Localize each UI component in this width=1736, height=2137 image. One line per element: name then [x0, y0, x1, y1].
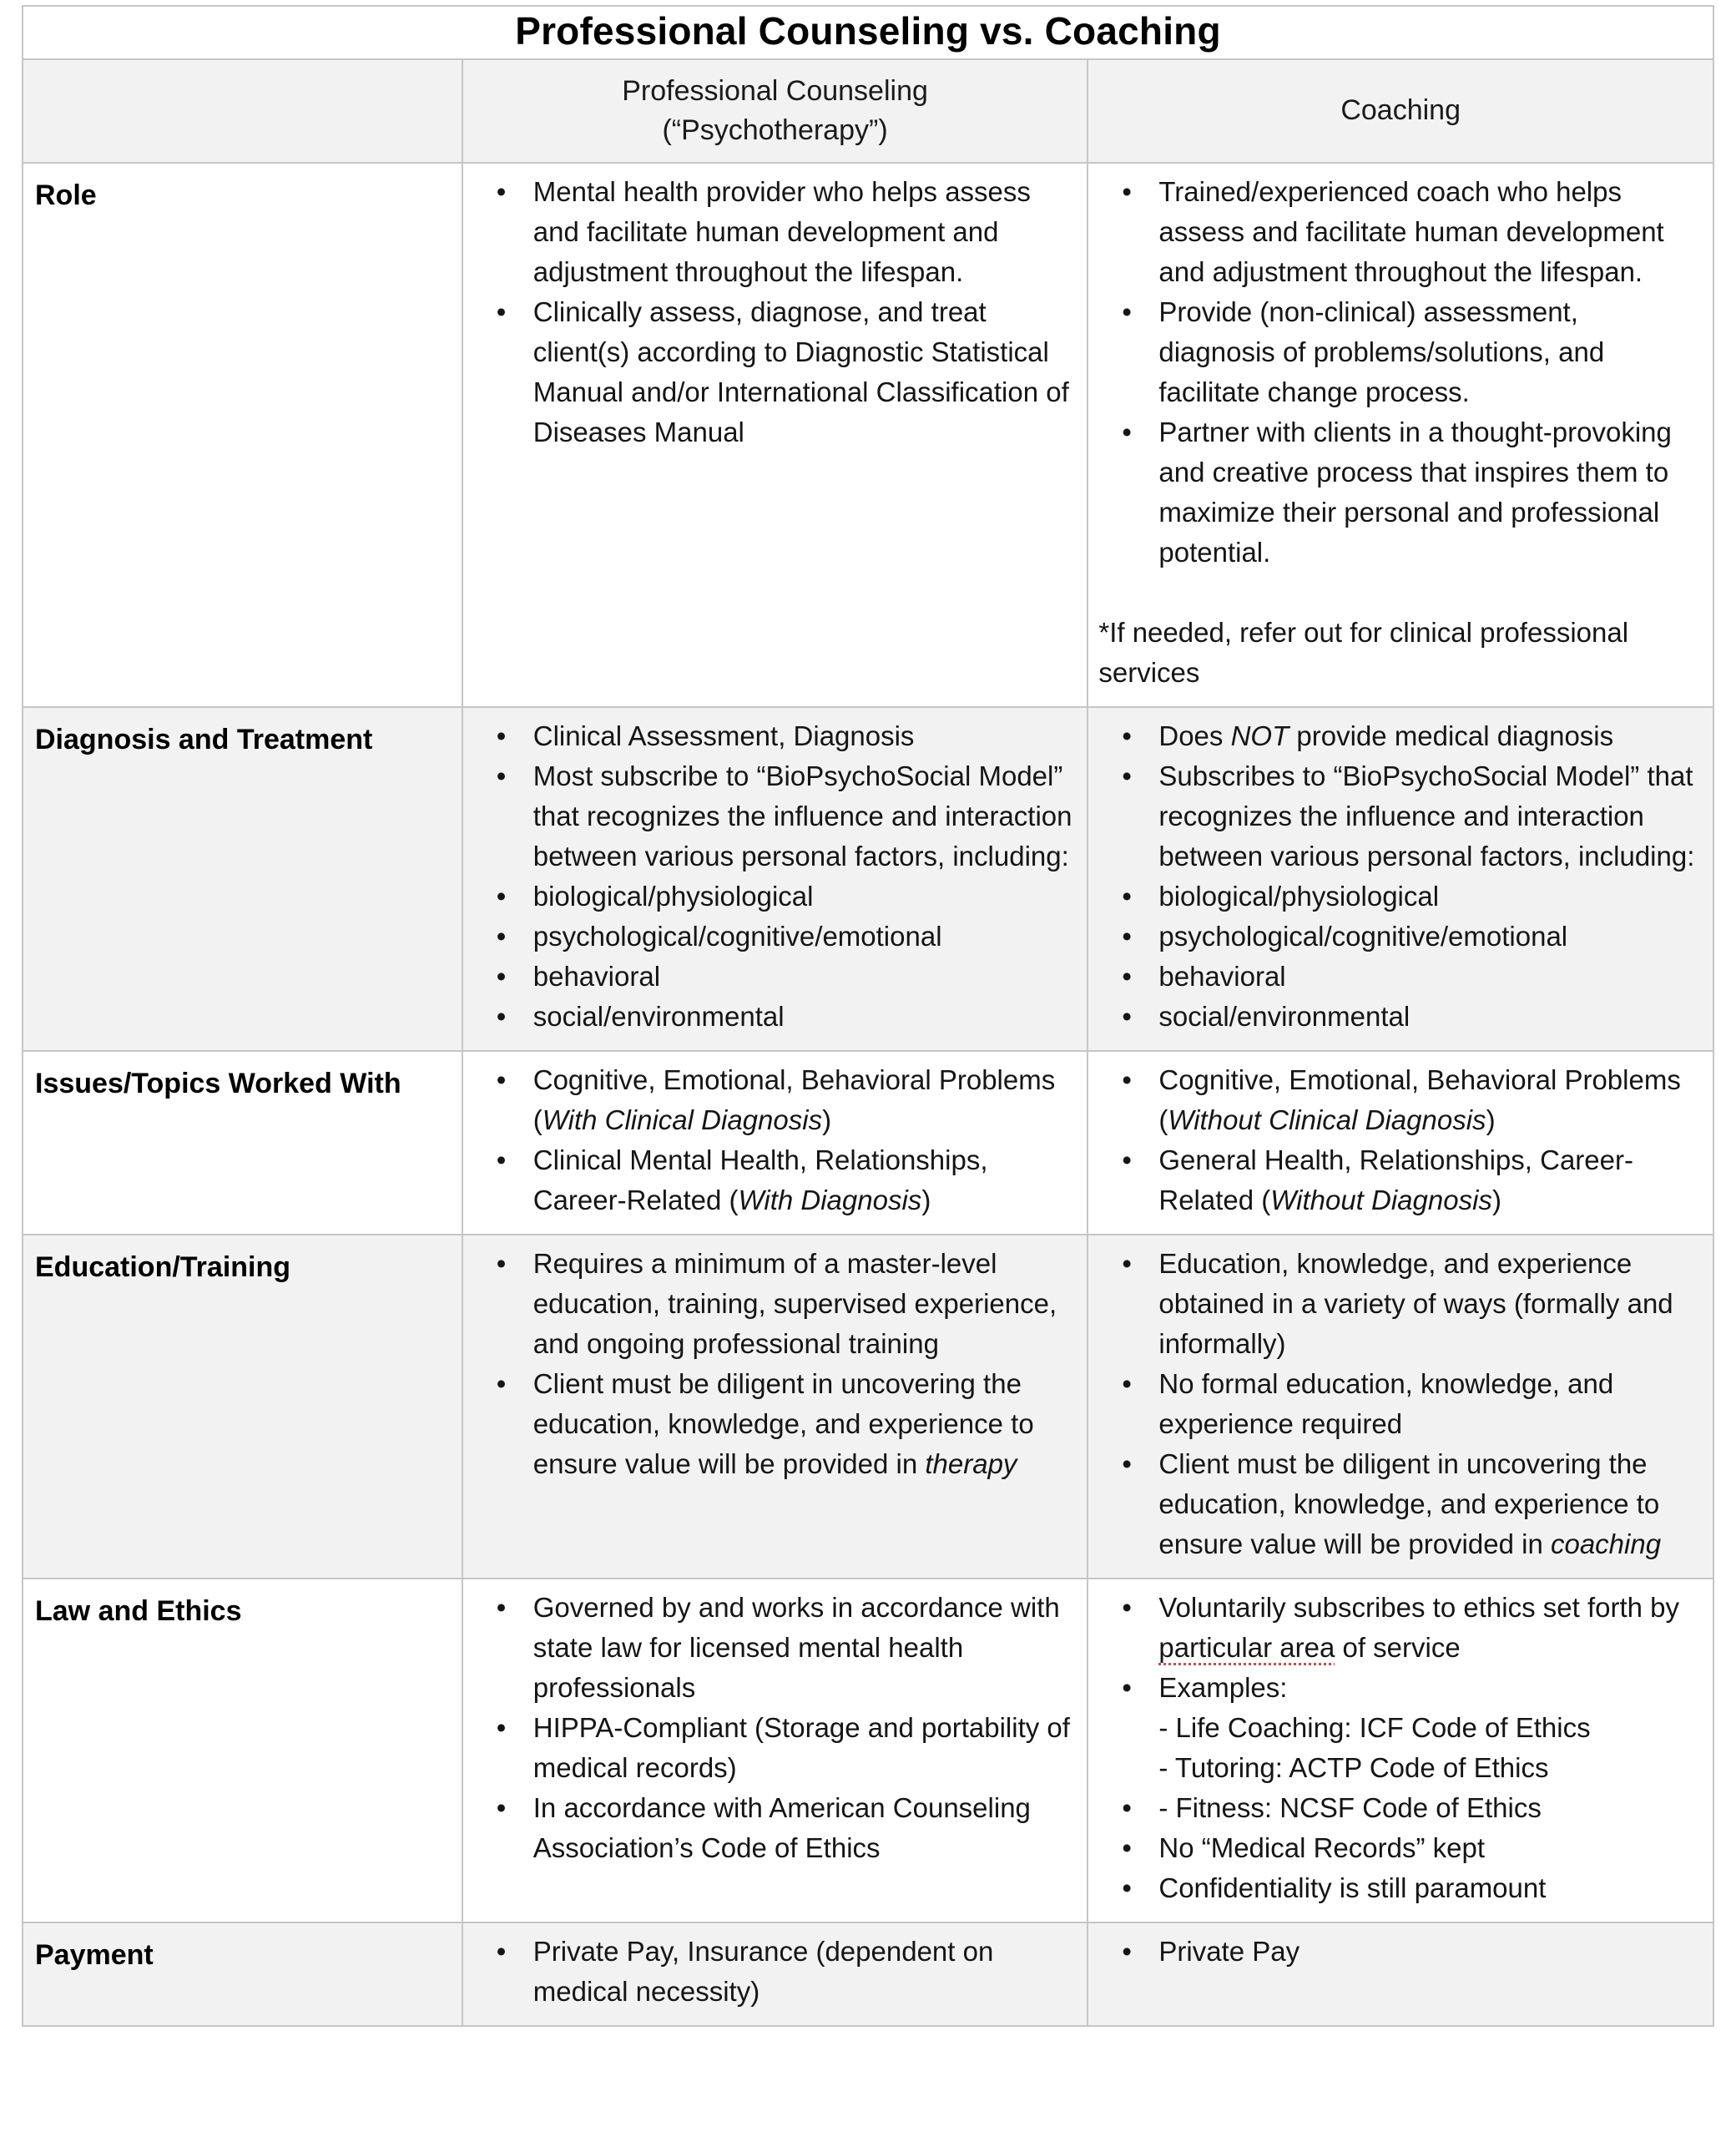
bullet-item [472, 997, 1074, 1037]
bullet-item [472, 1708, 1074, 1788]
table-row [23, 1922, 1713, 2026]
title-cell [23, 6, 1713, 59]
item-text [533, 176, 1031, 287]
bullet-marker-icon: • [496, 960, 507, 992]
bullet-marker-icon: • [496, 1144, 507, 1175]
plain-text: biological/physiological [1158, 880, 1440, 912]
item-text [533, 1368, 1034, 1479]
item-text [1158, 961, 1285, 992]
item-text [1158, 1368, 1613, 1439]
bullet-marker-icon: • [496, 760, 507, 791]
plain-text: social/environmental [1158, 1000, 1410, 1032]
plain-text: Clinical Assessment, Diagnosis [532, 720, 915, 751]
bullet-marker-icon: • [496, 880, 507, 912]
bullet-item [1097, 1788, 1699, 1828]
cell-coaching [1088, 163, 1713, 707]
cell-coaching [1088, 1235, 1713, 1579]
table-row [23, 1579, 1713, 1922]
item-text [1158, 417, 1672, 568]
bullet-marker-icon: • [1122, 760, 1132, 791]
bullet-marker-icon: • [496, 1935, 507, 1967]
bullet-item [472, 1060, 1074, 1140]
bullet-marker-icon: • [496, 1791, 507, 1823]
italic-text: coaching [1550, 1528, 1662, 1559]
cell-counseling [462, 707, 1088, 1051]
bullet-item [472, 1588, 1074, 1708]
bullet-marker-icon: • [1122, 1063, 1132, 1095]
plain-text: Voluntarily subscribes to ethics set forth by [1158, 1591, 1679, 1623]
plain-text: - Life Coaching: ICF Code of Ethics [1158, 1711, 1591, 1743]
bullet-item [472, 292, 1074, 452]
table-row [23, 163, 1713, 707]
row-label: Payment [23, 1922, 462, 2026]
bullet-marker-icon: • [496, 1247, 507, 1279]
bullet-item [472, 1932, 1074, 2012]
item-text [1158, 1064, 1680, 1135]
item-text [533, 1144, 988, 1215]
squiggle-underlined-text: particular area [1158, 1631, 1335, 1663]
plain-text: Confidentiality is still paramount [1158, 1872, 1547, 1903]
bullet-marker-icon: • [496, 296, 507, 327]
item-text [533, 921, 942, 952]
bullet-marker-icon: • [1122, 296, 1132, 327]
bullet-marker-icon: • [496, 1000, 507, 1032]
bullet-item [472, 917, 1074, 957]
bullet-item [1097, 917, 1699, 957]
bullet-marker-icon: • [496, 1711, 507, 1743]
plain-text: Education, knowledge, and experience obtained in a variety of ways (formally and informally) [1158, 1247, 1673, 1359]
bullet-item [1097, 1444, 1699, 1564]
item-text [1158, 176, 1663, 287]
bullet-marker-icon: • [1122, 960, 1132, 992]
header-coaching: Coaching [1088, 59, 1713, 163]
bullet-item [1097, 997, 1699, 1037]
italic-text: With Clinical Diagnosis [542, 1104, 823, 1135]
plain-text: Most subscribe to “BioPsychoSocial Model” that recognizes the influence and interaction between various personal factors, including: [532, 760, 1072, 871]
plain-text: psychological/cognitive/emotional [1158, 920, 1568, 952]
plain-text: General Health, Relationships, Career-Related ( [1158, 1144, 1633, 1215]
plain-text: Clinically assess, diagnose, and treat client(s) according to Diagnostic Statistical Manual and/or International Classification of Diseases Manual [532, 296, 1069, 447]
bullet-item [1097, 957, 1699, 997]
item-text [1158, 1448, 1661, 1559]
bullet-item [1097, 292, 1699, 412]
plain-text: - Fitness: NCSF Code of Ethics [1158, 1791, 1542, 1823]
item-text [533, 1248, 1057, 1359]
bullet-marker-icon: • [1122, 175, 1132, 207]
cell-counseling [462, 1922, 1088, 2026]
sub-item [1097, 1748, 1699, 1788]
plain-text: ) [1491, 1184, 1501, 1215]
plain-text: Mental health provider who helps assess and facilitate human development and adjustment throughout the lifespan. [532, 175, 1031, 287]
plain-text: ) [921, 1184, 931, 1215]
item-text [533, 1792, 1031, 1863]
plain-text: Partner with clients in a thought-provoking and creative process that inspires them to maximize their personal and professional potential. [1158, 416, 1672, 568]
item-text [1158, 1592, 1679, 1663]
cell-counseling [462, 1579, 1088, 1922]
plain-text: social/environmental [532, 1000, 785, 1032]
plain-text: ) [1486, 1104, 1496, 1135]
plain-text: Requires a minimum of a master-level education, training, supervised experience, and ongoing professional training [532, 1247, 1057, 1359]
bullet-item [1097, 1828, 1699, 1868]
item-text [1158, 1872, 1546, 1903]
bullet-item [472, 1244, 1074, 1364]
item-text [1158, 720, 1613, 751]
bullet-item [1097, 412, 1699, 573]
bullet-marker-icon: • [1122, 1447, 1132, 1479]
bullet-marker-icon: • [1122, 1831, 1132, 1863]
item-text [533, 881, 814, 912]
plain-text: ) [822, 1104, 832, 1135]
plain-text: In accordance with American Counseling Association’s Code of Ethics [532, 1791, 1031, 1863]
bullet-item [472, 756, 1074, 877]
item-text [1098, 617, 1628, 688]
plain-text: provide medical diagnosis [1289, 720, 1614, 751]
row-label: Role [23, 163, 462, 707]
item-text [533, 1064, 1055, 1135]
plain-text: Private Pay, Insurance (dependent on medical necessity) [532, 1935, 994, 2007]
bullet-item [1097, 1364, 1699, 1444]
item-text [533, 296, 1069, 447]
item-text [1158, 881, 1439, 912]
item-text [1158, 1752, 1548, 1783]
plain-text: Client must be diligent in uncovering the education, knowledge, and experience to ensure value will be provided in [532, 1367, 1034, 1479]
item-text [1158, 1936, 1299, 1967]
plain-text: of service [1335, 1631, 1461, 1663]
item-text [1158, 1672, 1287, 1703]
item-text [533, 1712, 1070, 1783]
plain-text: Governed by and works in accordance with state law for licensed mental health professionals [532, 1591, 1060, 1703]
cell-coaching [1088, 1579, 1713, 1922]
bullet-marker-icon: • [1122, 1247, 1132, 1279]
spacer [1097, 573, 1699, 613]
title-row [23, 6, 1713, 59]
plain-text: Cognitive, Emotional, Behavioral Problems ( [532, 1063, 1056, 1135]
bullet-item [1097, 1060, 1699, 1140]
bullet-marker-icon: • [496, 720, 507, 751]
plain-text: biological/physiological [532, 880, 814, 912]
bullet-item [1097, 1244, 1699, 1364]
item-text [1158, 1248, 1673, 1359]
item-text [1158, 921, 1567, 952]
italic-text: therapy [925, 1447, 1017, 1479]
bullet-item [472, 716, 1074, 756]
bullet-item [472, 172, 1074, 292]
bullet-item [472, 877, 1074, 917]
header-counseling-line2: (“Psychotherapy”) [662, 114, 888, 146]
header-row [23, 59, 1713, 163]
page-title: Professional Counseling vs. Coaching [515, 9, 1221, 53]
bullet-item [1097, 1868, 1699, 1908]
plain-text: Trained/experienced coach who helps assess and facilitate human development and adjustment throughout the lifespan. [1158, 175, 1664, 287]
cell-counseling [462, 1051, 1088, 1235]
bullet-item [1097, 877, 1699, 917]
bullet-marker-icon: • [1122, 1367, 1132, 1399]
italic-text: With Diagnosis [738, 1184, 922, 1215]
row-label: Education/Training [23, 1235, 462, 1579]
italic-text: Without Clinical Diagnosis [1168, 1104, 1486, 1135]
bullet-item [472, 1364, 1074, 1484]
item-text [1158, 1001, 1410, 1032]
plain-text: behavioral [1158, 960, 1286, 992]
item-text [533, 961, 660, 992]
bullet-marker-icon: • [1122, 1144, 1132, 1175]
row-label: Diagnosis and Treatment [23, 707, 462, 1051]
bullet-item [472, 1140, 1074, 1220]
bullet-item [472, 1788, 1074, 1868]
bullet-marker-icon: • [1122, 1671, 1132, 1703]
bullet-marker-icon: • [496, 920, 507, 952]
item-text [1158, 760, 1694, 871]
plain-text: Private Pay [1158, 1935, 1300, 1967]
bullet-marker-icon: • [496, 1063, 507, 1095]
bullet-marker-icon: • [1122, 920, 1132, 952]
plain-text: behavioral [532, 960, 661, 992]
item-text [1158, 1144, 1633, 1215]
italic-text: NOT [1230, 720, 1289, 751]
bullet-item [1097, 756, 1699, 877]
table-row [23, 1051, 1713, 1235]
table-body [23, 163, 1713, 2026]
bullet-marker-icon: • [1122, 880, 1132, 912]
item-text [533, 1592, 1060, 1703]
bullet-item [472, 957, 1074, 997]
comparison-table [22, 5, 1714, 2027]
bullet-marker-icon: • [496, 175, 507, 207]
bullet-marker-icon: • [1122, 1791, 1132, 1823]
plain-text: - Tutoring: ACTP Code of Ethics [1158, 1751, 1549, 1783]
item-text [1158, 1792, 1541, 1823]
plain-text: Clinical Mental Health, Relationships, Career-Related ( [532, 1144, 988, 1215]
plain-text: Provide (non-clinical) assessment, diagnosis of problems/solutions, and facilitate change process. [1158, 296, 1605, 407]
plain-text: psychological/cognitive/emotional [532, 920, 942, 952]
header-counseling-line1: Professional Counseling [622, 75, 928, 107]
item-text [1158, 296, 1604, 407]
item-text [1158, 1712, 1590, 1743]
cell-coaching [1088, 1922, 1713, 2026]
item-text [533, 760, 1072, 871]
table-row [23, 707, 1713, 1051]
row-label: Law and Ethics [23, 1579, 462, 1922]
cell-coaching [1088, 707, 1713, 1051]
bullet-marker-icon: • [1122, 1872, 1132, 1903]
text-item [1097, 613, 1699, 693]
item-text [533, 1001, 785, 1032]
table-row [23, 1235, 1713, 1579]
plain-text: No formal education, knowledge, and experience required [1158, 1367, 1614, 1439]
bullet-marker-icon: • [496, 1367, 507, 1399]
bullet-marker-icon: • [1122, 1935, 1132, 1967]
bullet-item [1097, 1140, 1699, 1220]
cell-coaching [1088, 1051, 1713, 1235]
cell-counseling [462, 163, 1088, 707]
sub-item [1097, 1708, 1699, 1748]
bullet-marker-icon: • [496, 1591, 507, 1623]
bullet-marker-icon: • [1122, 1591, 1132, 1623]
plain-text: HIPPA-Compliant (Storage and portability of medical records) [532, 1711, 1070, 1783]
plain-text: Does [1158, 720, 1231, 751]
row-label: Issues/Topics Worked With [23, 1051, 462, 1235]
plain-text: No “Medical Records” kept [1158, 1831, 1485, 1863]
header-counseling [462, 59, 1088, 163]
plain-text: *If needed, refer out for clinical professional services [1098, 616, 1629, 688]
bullet-item [1097, 172, 1699, 292]
item-text [1158, 1832, 1485, 1863]
bullet-item [1097, 1932, 1699, 1972]
plain-text: Cognitive, Emotional, Behavioral Problems ( [1158, 1063, 1681, 1135]
bullet-item [1097, 716, 1699, 756]
cell-counseling [462, 1235, 1088, 1579]
bullet-marker-icon: • [1122, 720, 1132, 751]
plain-text: Examples: [1158, 1671, 1288, 1703]
header-label-column [23, 59, 462, 163]
plain-text: Client must be diligent in uncovering the education, knowledge, and experience to ensure value will be provided in [1158, 1447, 1660, 1559]
italic-text: Without Diagnosis [1270, 1184, 1492, 1215]
bullet-item [1097, 1588, 1699, 1668]
bullet-item [1097, 1668, 1699, 1708]
bullet-marker-icon: • [1122, 1000, 1132, 1032]
plain-text: Subscribes to “BioPsychoSocial Model” that recognizes the influence and interaction between various personal factors, including: [1158, 760, 1695, 871]
bullet-marker-icon: • [1122, 416, 1132, 447]
item-text [533, 1936, 994, 2007]
item-text [533, 720, 915, 751]
